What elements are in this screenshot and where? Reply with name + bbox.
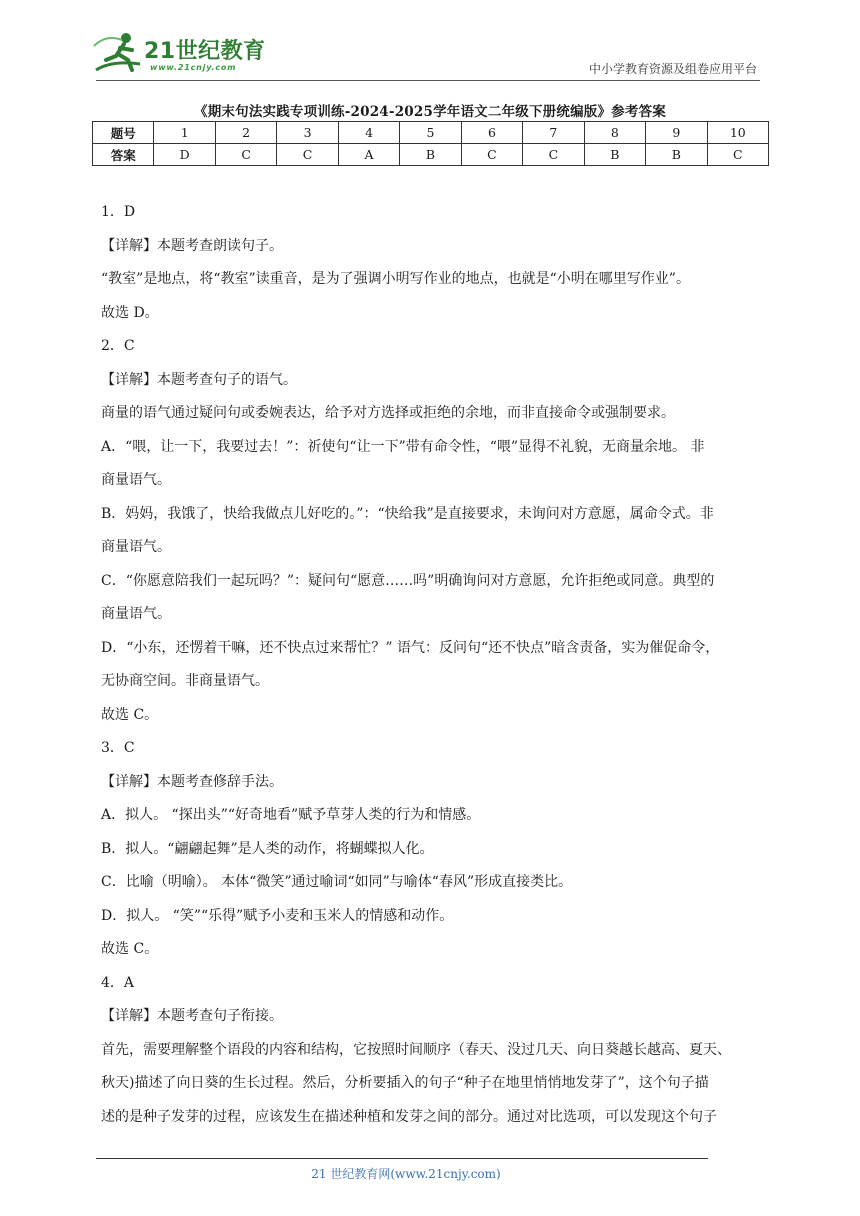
text-line: 首先，需要理解整个语段的内容和结构，它按照时间顺序（春天、没过几天、向日葵越长越高、夏天、 xyxy=(101,1041,731,1058)
text-line: 商量语气。 xyxy=(101,606,171,622)
question-number-cell: 5 xyxy=(400,122,461,144)
platform-name: 中小学教育资源及组卷应用平台 xyxy=(588,62,757,76)
question-number-row xyxy=(93,122,769,144)
answer-row-label: 答案 xyxy=(93,144,154,166)
logo-url: www.21cnjy.com xyxy=(150,63,237,72)
answer-cell: C xyxy=(215,144,276,166)
text-line: A．“喂，让一下，我要过去！”：祈使句“让一下”带有命令性，“喂”显得不礼貌，无商量余地。 非 xyxy=(101,438,705,455)
page-header xyxy=(0,0,860,90)
runner-logo-icon xyxy=(92,30,148,78)
question-number-cell: 2 xyxy=(215,122,276,144)
text-line: B．妈妈，我饿了，快给我做点儿好吃的。”：“快给我”是直接要求，未询问对方意愿，属命令式。非 xyxy=(101,505,714,522)
question-number-cell: 7 xyxy=(523,122,584,144)
text-line: 【详解】本题考查句子衔接。 xyxy=(101,1008,283,1024)
answer-cell: C xyxy=(707,144,768,166)
text-line: 故选 D。 xyxy=(101,304,159,321)
question-number-cell: 9 xyxy=(646,122,707,144)
text-line: 故选 C。 xyxy=(101,706,159,723)
text-line: 【详解】本题考查句子的语气。 xyxy=(101,371,297,388)
text-line: 2．C xyxy=(101,338,135,354)
question-number-cell: 6 xyxy=(461,122,522,144)
text-line: “教室”是地点，将“教室”读重音，是为了强调小明写作业的地点，也就是“小明在哪里写作业”。 xyxy=(101,271,690,287)
answer-explanations xyxy=(101,196,766,1134)
text-line: 4．A xyxy=(101,974,135,991)
footer-source[interactable]: 21 世纪教育网(www.21cnjy.com) xyxy=(311,1167,501,1181)
answer-cell: C xyxy=(461,144,522,166)
text-line: 故选 C。 xyxy=(101,941,159,957)
answer-row xyxy=(93,144,769,166)
text-line: 3．C xyxy=(101,740,135,756)
answer-cell: B xyxy=(400,144,461,166)
text-line: 【详解】本题考查修辞手法。 xyxy=(101,773,283,790)
text-line: D．拟人。 “笑”“乐得”赋予小麦和玉米人的情感和动作。 xyxy=(101,907,454,924)
answer-cell: C xyxy=(277,144,338,166)
text-line: C．“你愿意陪我们一起玩吗？”：疑问句“愿意……吗”明确询问对方意愿，允许拒绝或同意。典型的 xyxy=(101,572,715,589)
answer-cell: B xyxy=(584,144,645,166)
header-divider xyxy=(96,80,760,81)
text-line: 1．D xyxy=(101,204,136,220)
text-line: 述的是种子发芽的过程，应该发生在描述种植和发芽之间的部分。通过对比选项，可以发现这个句子 xyxy=(101,1108,717,1125)
text-line: B．拟人。“翩翩起舞”是人类的动作，将蝴蝶拟人化。 xyxy=(101,840,434,857)
answer-table xyxy=(92,121,769,166)
text-line: C．比喻（明喻）。 本体“微笑”通过喻词“如同”与喻体“春风”形成直接类比。 xyxy=(101,874,573,890)
logo-text: 21世纪教育 xyxy=(144,39,266,64)
text-line: 商量语气。 xyxy=(101,539,171,555)
answer-cell: A xyxy=(338,144,399,166)
site-logo xyxy=(92,30,266,80)
question-number-cell: 3 xyxy=(277,122,338,144)
text-line: 无协商空间。非商量语气。 xyxy=(101,673,269,689)
footer-divider xyxy=(96,1158,708,1159)
answer-cell: D xyxy=(154,144,215,166)
answer-cell: C xyxy=(523,144,584,166)
question-number-cell: 8 xyxy=(584,122,645,144)
text-line: 商量的语气通过疑问句或委婉表达，给予对方选择或拒绝的余地，而非直接命令或强制要求。 xyxy=(101,405,675,421)
text-line: 秋天)描述了向日葵的生长过程。然后，分析要插入的句子“种子在地里悄悄地发芽了”，这个句子描 xyxy=(101,1075,709,1091)
text-line: A．拟人。 “探出头”“好奇地看”赋予草芽人类的行为和情感。 xyxy=(101,807,481,823)
text-line: D．“小东，还愣着干嘛，还不快点过来帮忙？” 语气：反问句“还不快点”暗含责备，实为催促命令， xyxy=(101,639,720,656)
text-line: 商量语气。 xyxy=(101,472,171,488)
question-row-label: 题号 xyxy=(93,122,154,144)
text-line: 【详解】本题考查朗读句子。 xyxy=(101,237,283,254)
answer-cell: B xyxy=(646,144,707,166)
document-title: 《期末句法实践专项训练-2024-2025学年语文二年级下册统编版》参考答案 xyxy=(194,104,666,120)
question-number-cell: 1 xyxy=(154,122,215,144)
question-number-cell: 10 xyxy=(707,122,768,144)
question-number-cell: 4 xyxy=(338,122,399,144)
